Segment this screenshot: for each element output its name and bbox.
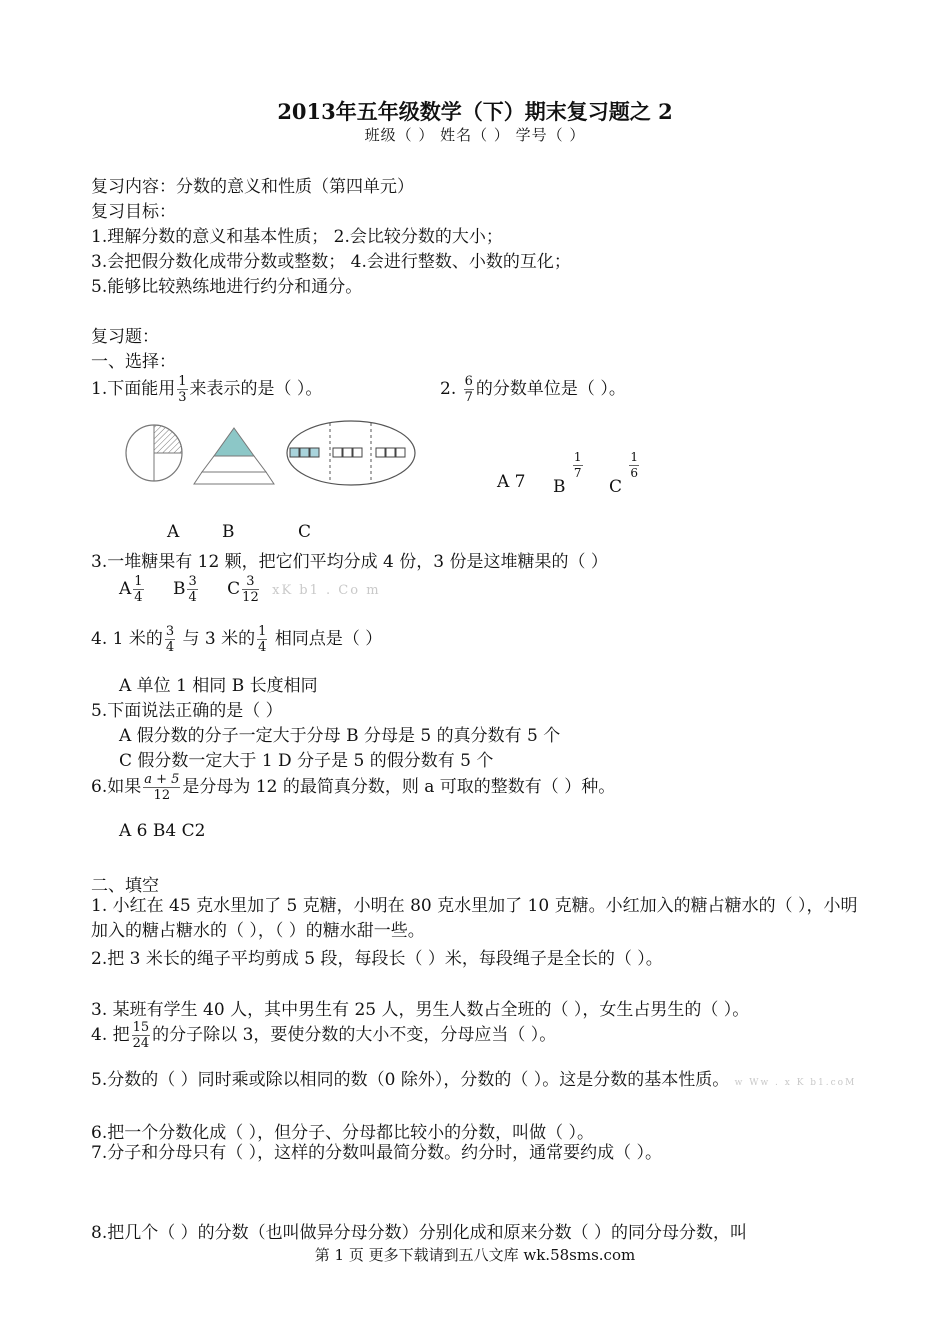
q4-frac2-den: 4 (258, 640, 267, 655)
fill-question-6: 6.把一个分数化成（ ），但分子、分母都比较小的分数，叫做（ ）。 (91, 1123, 595, 1143)
q3-c-den: 12 (242, 590, 259, 605)
q1-frac-num: 1 (178, 374, 187, 389)
q6-frac-num: a + 5 (144, 772, 180, 787)
watermark-text: xK b1 . Co m (272, 583, 381, 598)
q4-text-pre: 4. 1 米的 (91, 629, 163, 649)
section-fill-heading: 二、填空 (91, 876, 159, 896)
watermark-text-2: w Ww . x K b1.coM (734, 1078, 857, 1088)
fill-question-7: 7.分子和分母只有（ ），这样的分数叫最简分数。约分时，通常要约成（ ）。 (91, 1143, 663, 1163)
q2-option-c (609, 450, 641, 497)
review-goals-label: 复习目标： (91, 202, 176, 222)
q1-frac-den: 3 (178, 390, 187, 405)
student-info-line: 班级（ ） 姓名（ ） 学号（ ） (364, 126, 586, 144)
q2-option-c-num: 1 (630, 450, 639, 464)
q1-option-c: C (298, 522, 312, 542)
q2-frac-num: 6 (464, 374, 473, 389)
q3-option-c-label: C (227, 579, 241, 599)
q3-c-num: 3 (242, 574, 259, 590)
fill-q4-frac-num: 15 (132, 1020, 150, 1035)
choice-question-6 (91, 772, 615, 803)
q2-option-c-den: 6 (630, 466, 639, 480)
q3-b-den: 4 (188, 590, 197, 605)
choice-question-3: 3.一堆糖果有 12 颗，把它们平均分成 4 份，3 份是这堆糖果的（ ） (91, 552, 608, 572)
q2-option-b-num: 1 (573, 450, 582, 464)
q6-options: A 6 B4 C2 (119, 821, 206, 841)
q2-option-c-fraction (629, 450, 639, 481)
q2-option-b-den: 7 (573, 466, 582, 480)
q6-frac-den: 12 (153, 788, 171, 803)
fill-question-5 (91, 1068, 861, 1096)
q3-a-den: 4 (134, 590, 143, 605)
fill-question-8: 8.把几个（ ）的分数（也叫做异分母分数）分别化成和原来分数（ ）的同分母分数，叫 (91, 1223, 748, 1243)
fill-question-3: 3. 某班有学生 40 人，其中男生有 25 人，男生人数占全班的（ ），女生占男生的（ ）。 (91, 1000, 750, 1020)
choice-question-2 (440, 374, 626, 405)
q4-frac1-den: 4 (165, 640, 175, 655)
q4-text-mid: 与 3 米的 (182, 629, 256, 649)
q4-frac2-num: 1 (258, 624, 267, 639)
q1-figures (118, 418, 438, 490)
q2-text-pre: 2. (440, 379, 457, 399)
q4-frac1-num: 3 (165, 624, 175, 639)
q1-text-post: 来表示的是（ ）。 (189, 379, 323, 399)
q4-fraction-2 (257, 624, 267, 655)
q2-fraction (464, 374, 474, 405)
q4-options: A 单位 1 相同 B 长度相同 (119, 676, 318, 696)
q3-option-b-label: B (172, 579, 186, 599)
q3-option-b-fraction (187, 574, 197, 605)
review-content: 复习内容：分数的意义和性质（第四单元） (91, 177, 414, 197)
fill-q4-frac-den: 24 (132, 1036, 150, 1051)
fill-q5-text: 5.分数的（ ）同时乘或除以相同的数（0 除外），分数的（ ）。这是分数的基本性质。 (91, 1070, 730, 1090)
q2-option-c-label: C (609, 477, 623, 497)
choice-question-5: 5.下面说法正确的是（ ） (91, 701, 283, 721)
q3-option-c-fraction (242, 574, 259, 605)
q2-text-post: 的分数单位是（ ）。 (475, 379, 626, 399)
q2-option-a: A 7 (497, 472, 526, 492)
fill-question-1: 1. 小红在 45 克水里加了 5 克糖，小明在 80 克水里加了 10 克糖。小红加入的糖占糖水的（ ），小明加入的糖占糖水的（ ），（ ）的糖水甜一些。 (91, 896, 858, 941)
q1-fraction (177, 374, 187, 405)
review-questions-label: 复习题： (91, 327, 159, 347)
goal-line-1: 1.理解分数的意义和基本性质； 2.会比较分数的大小； (91, 227, 503, 247)
triangle-figure (194, 428, 274, 484)
q2-option-b-label: B (553, 477, 566, 497)
q1-option-a: A (167, 522, 180, 542)
q3-options (119, 574, 381, 605)
q3-option-a-label: A (119, 579, 132, 599)
q6-text-post: 是分母为 12 的最简真分数，则 a 可取的整数有（ ）种。 (182, 777, 616, 797)
q2-option-b (553, 450, 585, 497)
q2-frac-den: 7 (464, 390, 473, 405)
q6-text-pre: 6.如果 (91, 777, 142, 797)
choice-question-4 (91, 624, 382, 655)
q6-fraction (143, 772, 180, 803)
fill-question-4 (91, 1020, 556, 1051)
q2-option-b-fraction (573, 450, 583, 481)
fill-q4-text-pre: 4. 把 (91, 1025, 130, 1045)
q5-options-line-1: A 假分数的分子一定大于分母 B 分母是 5 的真分数有 5 个 (119, 726, 561, 746)
q4-fraction-1 (165, 624, 175, 655)
q3-option-a-fraction (133, 574, 143, 605)
section-choice-heading: 一、选择： (91, 352, 176, 372)
oval-blocks-figure (287, 421, 415, 485)
goal-line-2: 3.会把假分数化成带分数或整数； 4.会进行整数、小数的互化； (91, 252, 571, 272)
q5-options-line-2: C 假分数一定大于 1 D 分子是 5 的假分数有 5 个 (119, 751, 494, 771)
q3-b-num: 3 (188, 574, 197, 589)
page-footer: 第 1 页 更多下载请到五八文库 wk.58sms.com (314, 1246, 636, 1264)
q4-text-post: 相同点是（ ） (274, 629, 383, 649)
goal-line-3: 5.能够比较熟练地进行约分和通分。 (91, 277, 363, 297)
fill-q4-text-post: 的分子除以 3，要使分数的大小不变，分母应当（ ）。 (152, 1025, 557, 1045)
fill-question-2: 2.把 3 米长的绳子平均剪成 5 段，每段长（ ）米，每段绳子是全长的（ ）。 (91, 949, 663, 969)
q3-a-num: 1 (134, 574, 143, 589)
choice-question-1 (91, 374, 322, 405)
page-title: 2013年五年级数学（下）期末复习题之 2 (277, 99, 673, 124)
q1-text-pre: 1.下面能用 (91, 379, 176, 399)
q1-option-b: B (222, 522, 235, 542)
fill-q4-fraction (132, 1020, 151, 1051)
circle-figure (126, 425, 182, 481)
